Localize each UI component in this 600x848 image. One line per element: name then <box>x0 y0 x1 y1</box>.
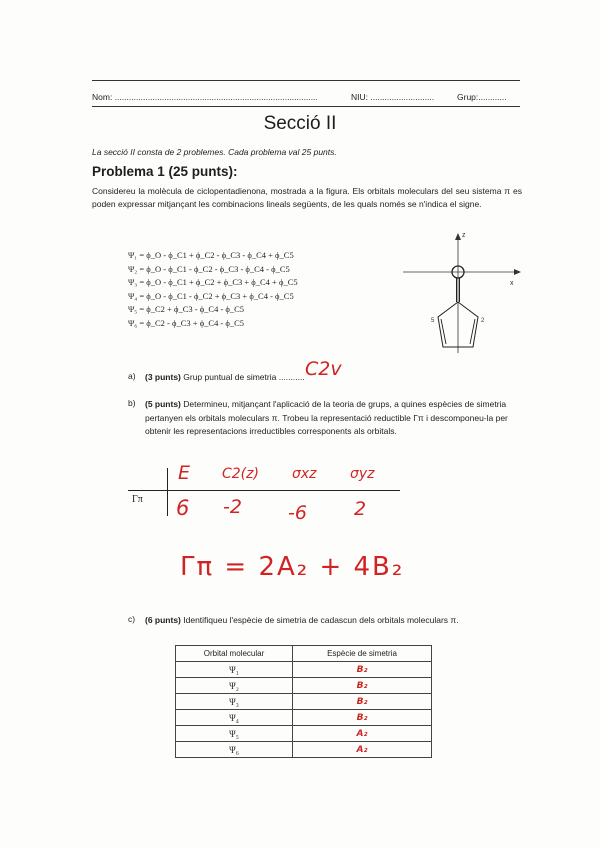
header-e: E <box>178 462 191 484</box>
name-field <box>92 92 318 102</box>
gamma-pi-label: Γπ <box>132 494 143 505</box>
group-label: Grup: <box>457 92 479 102</box>
niu-field <box>351 92 434 102</box>
group-field <box>457 92 507 102</box>
value-sigma-yz: 2 <box>354 498 367 520</box>
col-orbital-header: Orbital molecular <box>176 646 293 662</box>
equation-row: Ψ₅ = ϕ_C2 + ϕ_C3 - ϕ_C4 - ϕ_C5 <box>128 304 245 315</box>
header-sigma-yz: σyz <box>350 466 375 482</box>
header-c2z: C2(z) <box>222 466 259 482</box>
name-dots: ...................................................................................... <box>114 92 318 102</box>
answer-point-group: C2v <box>305 358 342 380</box>
equation-row: Ψ₁ = ϕ_O - ϕ_C1 + ϕ_C2 - ϕ_C3 - ϕ_C4 + ϕ_C5 <box>128 250 294 260</box>
table-row <box>176 726 432 742</box>
orbital-cell: Ψ₁ <box>176 662 293 678</box>
group-dots: ............ <box>478 92 507 102</box>
niu-label: NIU: <box>351 92 368 102</box>
question-a <box>145 371 305 385</box>
species-cell: B₂ <box>293 662 432 678</box>
table-row <box>176 678 432 694</box>
table-row <box>176 694 432 710</box>
question-a-text: Grup puntual de simetria <box>180 372 279 382</box>
orbital-cell: Ψ₄ <box>176 710 293 726</box>
table-header-row <box>176 646 432 662</box>
header-sigma-xz: σxz <box>292 466 317 482</box>
header-bottom-rule <box>92 106 520 107</box>
atom-label-2: 2 <box>481 318 485 324</box>
section-intro: La secció II consta de 2 problemes. Cada problema val 25 punts. <box>92 147 337 157</box>
reducible-decomposition: Γπ = 2A₂ + 4B₂ <box>180 552 405 582</box>
orbital-cell: Ψ₅ <box>176 726 293 742</box>
equation-row: Ψ₂ = ϕ_O - ϕ_C1 - ϕ_C2 - ϕ_C3 - ϕ_C4 - ϕ_C5 <box>128 263 290 274</box>
x-arrow-icon <box>514 269 521 275</box>
section-title: Secció II <box>263 113 337 134</box>
species-cell: A₂ <box>293 742 432 758</box>
table-row <box>176 710 432 726</box>
orbital-cell: Ψ₆ <box>176 742 293 758</box>
question-c-points: (6 punts) <box>145 615 181 625</box>
question-b-points: (5 punts) <box>145 399 181 409</box>
atom-label-5: 5 <box>431 318 435 324</box>
char-table-vline <box>167 468 168 516</box>
z-axis-label: z <box>462 232 466 239</box>
value-c2z: -2 <box>223 496 242 518</box>
question-a-points: (3 punts) <box>145 372 181 382</box>
z-arrow-icon <box>455 233 461 240</box>
molecule-figure <box>395 225 530 360</box>
orbital-symmetry-table <box>175 645 432 758</box>
question-c <box>145 614 459 628</box>
orbital-cell: Ψ₃ <box>176 694 293 710</box>
species-cell: B₂ <box>293 678 432 694</box>
problem-text: Considereu la molècula de ciclopentadienona, mostrada a la figura. Els orbitals moleculars del seu sistema π es poden expressar mitjançant les combinacions lineals següents, de les quals només se n'indica el signe. <box>92 186 522 209</box>
question-a-letter: a) <box>128 371 136 381</box>
question-b-text: Determineu, mitjançant l'aplicació de la teoria de grups, a quines espècies de simetria pertanyen els orbitals moleculars π. Trobeu la representació reductible Γπ i descomponeu-la per obtenir les representacions irreductibles corresponents als orbitals. <box>145 399 508 436</box>
x-axis-label: x <box>510 280 514 287</box>
equation-row: Ψ₆ = ϕ_C2 - ϕ_C3 + ϕ_C4 - ϕ_C5 <box>128 317 245 328</box>
mo-equations <box>128 249 298 331</box>
problem-title: Problema 1 (25 punts): <box>92 164 238 179</box>
value-e: 6 <box>176 496 190 520</box>
col-species-header: Espècie de simetria <box>293 646 432 662</box>
orbital-cell: Ψ₂ <box>176 678 293 694</box>
question-c-letter: c) <box>128 614 136 624</box>
niu-dots: ........................... <box>370 92 435 102</box>
table-row <box>176 742 432 758</box>
equation-row: Ψ₄ = ϕ_O - ϕ_C1 - ϕ_C2 + ϕ_C3 + ϕ_C4 - ϕ_C5 <box>128 290 294 301</box>
equation-row: Ψ₃ = ϕ_O - ϕ_C1 + ϕ_C2 + ϕ_C3 + ϕ_C4 + ϕ_C5 <box>128 277 298 288</box>
question-a-dots: ........... <box>278 372 305 382</box>
table-row <box>176 662 432 678</box>
question-b-letter: b) <box>128 398 136 408</box>
char-table-hline <box>128 490 400 491</box>
header-top-rule <box>92 80 520 81</box>
name-label: Nom: <box>92 92 113 102</box>
question-b <box>145 398 520 439</box>
species-cell: B₂ <box>293 710 432 726</box>
value-sigma-xz: -6 <box>288 502 307 524</box>
species-cell: B₂ <box>293 694 432 710</box>
species-cell: A₂ <box>293 726 432 742</box>
question-c-text: Identifiqueu l'espècie de simetria de cadascun dels orbitals moleculars π. <box>180 615 459 625</box>
